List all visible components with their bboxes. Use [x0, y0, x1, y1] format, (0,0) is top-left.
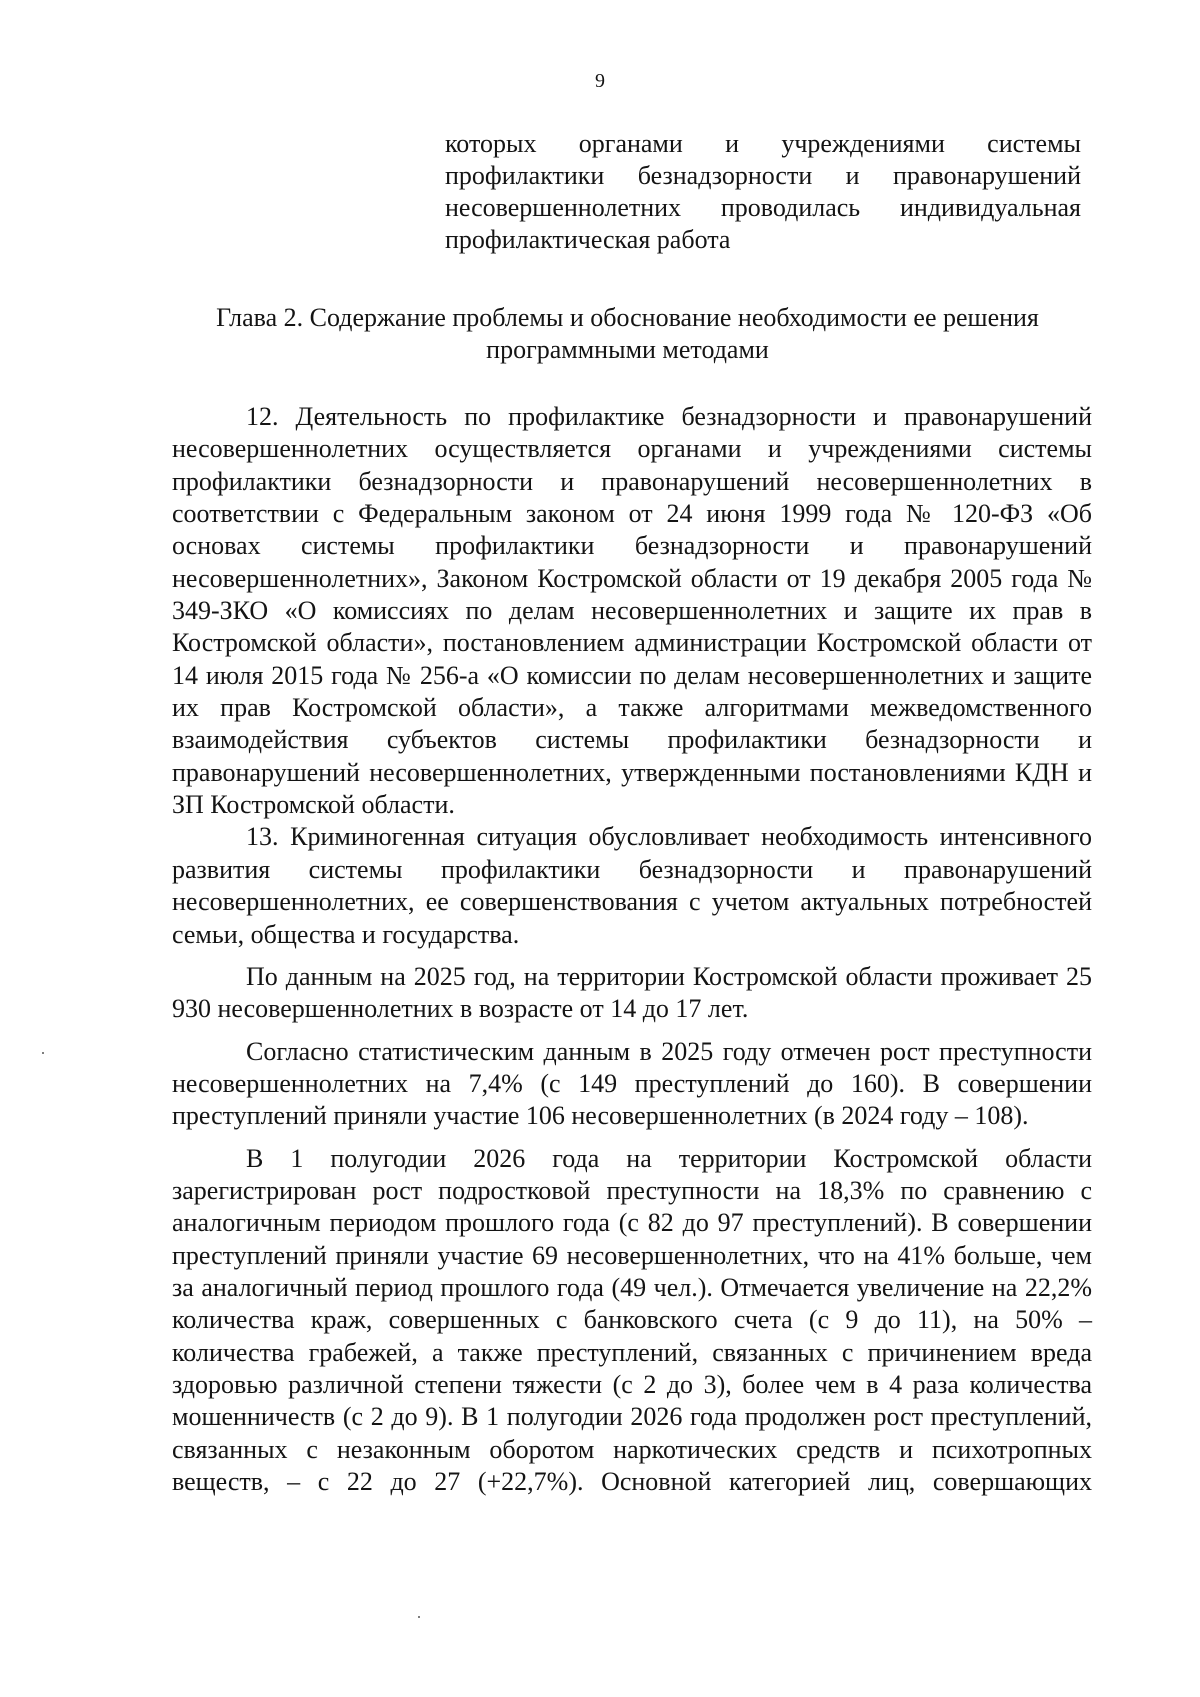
continuation-text: которых органами и учреждениями системы профилактики безнадзорности и правонарушений несовершеннолетних проводилась индивидуальная профилактическая работа	[445, 129, 1081, 254]
body-text	[172, 401, 1092, 1498]
paragraph-half-year-2026: В 1 полугодии 2026 года на территории Костромской области зарегистрирован рост подростковой преступности на 18,3% по сравнению с аналогичным периодом прошлого года (с 82 до 97 преступлений). В совершении преступлений приняли участие 69 несовершеннолетних, что на 41% больше, чем за аналогичный период прошлого года (49 чел.). Отмечается увеличение на 22,2% количества краж, совершенных с банковского счета (с 9 до 11), на 50% – количества грабежей, а также преступлений, связанных с причинением вреда здоровью различной степени тяжести (с 2 до 3), более чем в 4 раза количества мошенничеств (с 2 до 9). В 1 полугодии 2026 года продолжен рост преступлений, связанных с незаконным оборотом наркотических средств и психотропных веществ, – с 22 до 27 (+22,7%). Основной категорией лиц, совершающих	[172, 1143, 1092, 1496]
scan-speck	[42, 1052, 44, 1054]
page-number: 9	[595, 70, 605, 92]
paragraph-population: По данным на 2025 год, на территории Костромской области проживает 25 930 несовершеннолетних в возрасте от 14 до 17 лет.	[172, 961, 1092, 1024]
paragraph-12: 12. Деятельность по профилактике безнадзорности и правонарушений несовершеннолетних осуществляется органами и учреждениями системы профилактики безнадзорности и правонарушений несовершеннолетних в соответствии с Федеральным законом от 24 июня 1999 года № 120-ФЗ «Об основах системы профилактики безнадзорности и правонарушений несовершеннолетних», Законом Костромской области от 19 декабря 2005 года № 349-ЗКО «О комиссиях по делам несовершеннолетних и защите их прав в Костромской области», постановлением администрации Костромской области от 14 июля 2015 года № 256-а «О комиссии по делам несовершеннолетних и защите их прав Костромской области», а также алгоритмами межведомственного взаимодействия субъектов системы профилактики безнадзорности и правонарушений несовершеннолетних, утвержденными постановлениями КДН и ЗП Костромской области.	[172, 402, 1092, 820]
paragraph-statistics-2025: Согласно статистическим данным в 2025 году отмечен рост преступности несовершеннолетних на 7,4% (с 149 преступлений до 160). В совершении преступлений приняли участие 106 несовершеннолетних (в 2024 году – 108).	[172, 1036, 1092, 1131]
paragraph-13: 13. Криминогенная ситуация обусловливает необходимость интенсивного развития системы профилактики безнадзорности и правонарушений несовершеннолетних, ее совершенствования с учетом актуальных потребностей семьи, общества и государства.	[172, 822, 1092, 949]
scan-speck	[418, 1616, 420, 1618]
chapter-heading: Глава 2. Содержание проблемы и обоснование необходимости ее решения программными методами	[216, 303, 1039, 364]
